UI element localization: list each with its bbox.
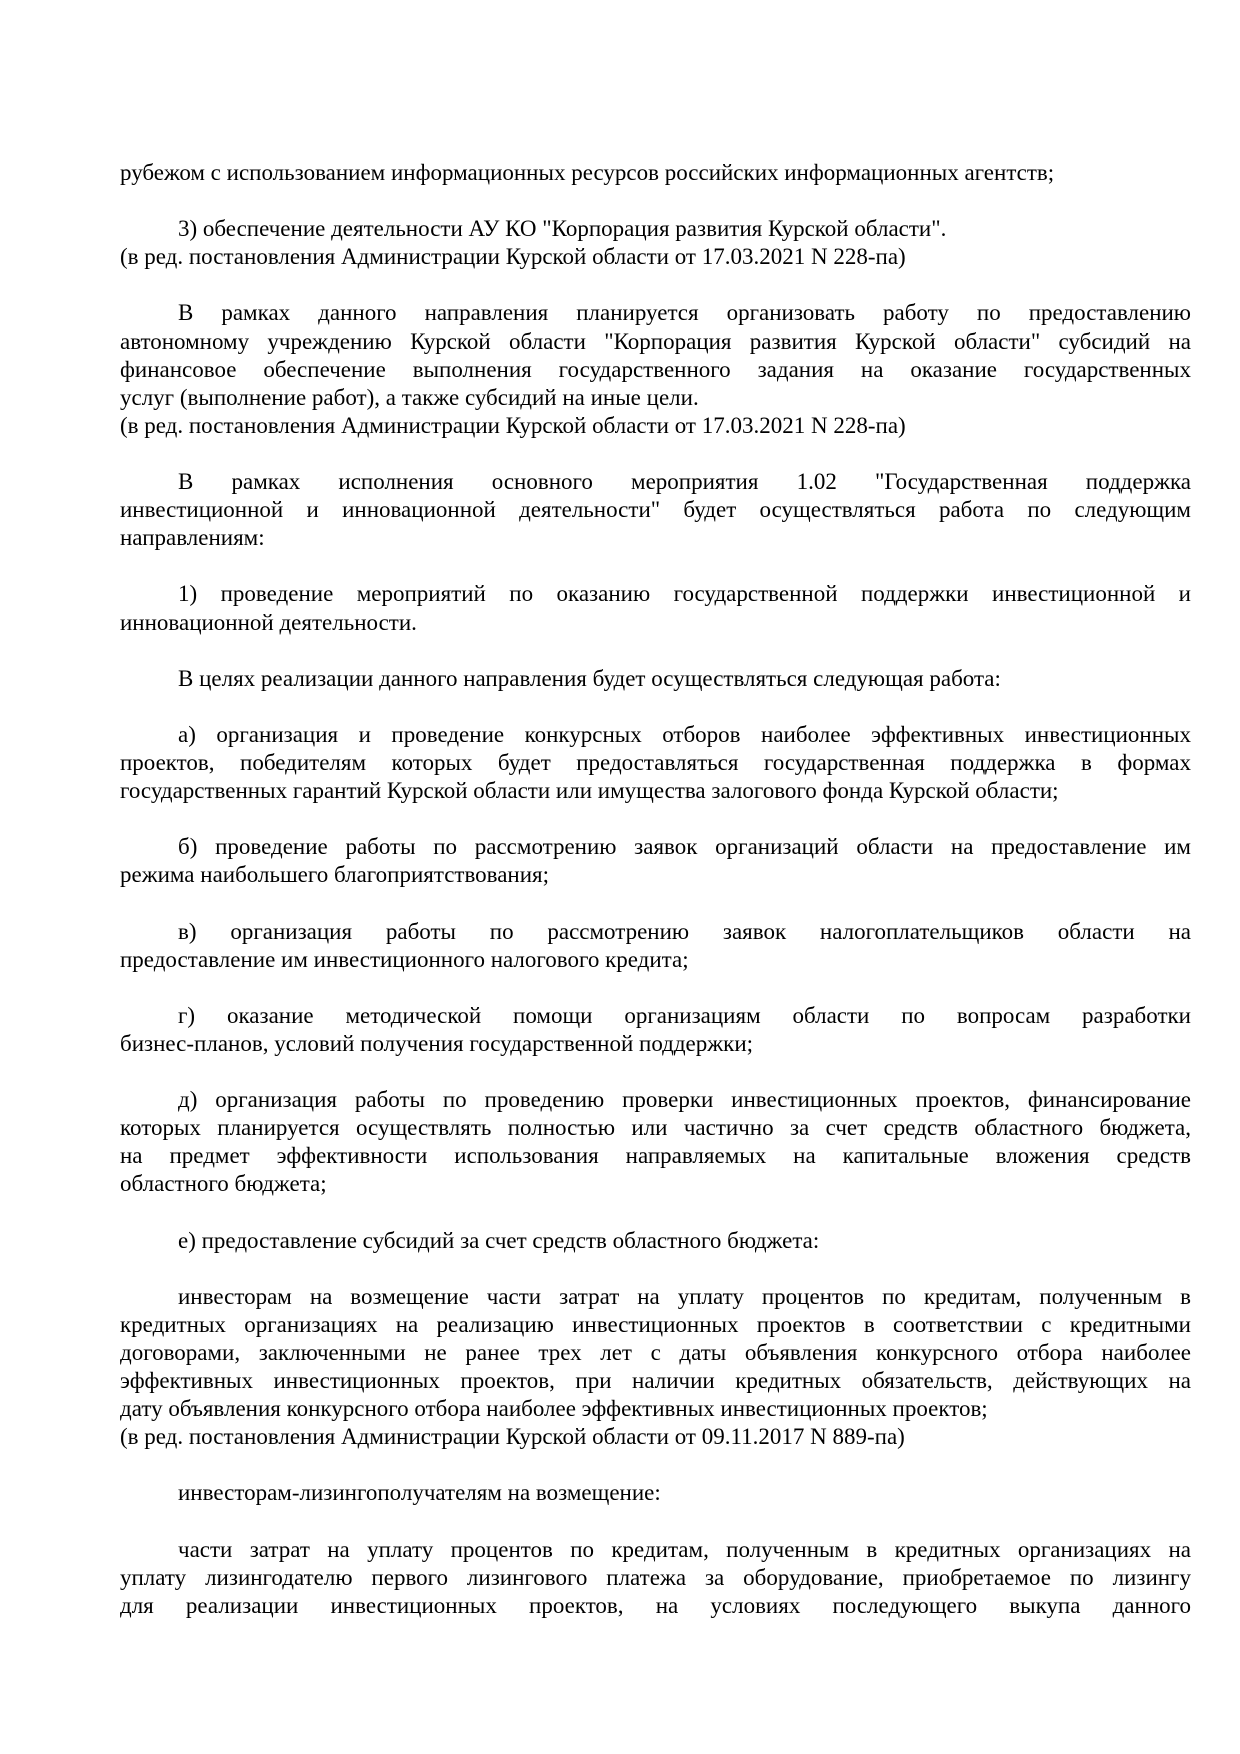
paragraph	[120, 580, 1191, 636]
text-line: услуг (выполнение работ), а также субсидий на иные цели.	[120, 384, 699, 410]
paragraph	[120, 1227, 1191, 1255]
amendment-note	[120, 412, 1191, 440]
text-line: в) организация работы по рассмотрению заявок налогоплательщиков области на	[178, 918, 1191, 944]
text-line: инвестиционной и инновационной деятельности" будет осуществляться работа по следующим	[120, 497, 1191, 523]
amendment-note	[120, 1423, 1191, 1451]
amendment-note	[120, 243, 1191, 271]
text-line: б) проведение работы по рассмотрению заявок организаций области на предоставление им	[178, 834, 1191, 860]
document-page	[120, 159, 1191, 1648]
text-line: г) оказание методической помощи организациям области по вопросам разработки	[178, 1002, 1191, 1028]
text-line: инвесторам на возмещение части затрат на уплату процентов по кредитам, полученным в	[178, 1283, 1191, 1309]
text-line: кредитных организациях на реализацию инвестиционных проектов в соответствии с кредитными	[120, 1311, 1191, 1337]
text-line: В целях реализации данного направления будет осуществляться следующая работа:	[178, 665, 1001, 691]
text-line: финансовое обеспечение выполнения государственного задания на оказание государственных	[120, 356, 1191, 382]
text-line: эффективных инвестиционных проектов, при наличии кредитных обязательств, действующих на	[120, 1368, 1191, 1394]
text-line: предоставление им инвестиционного налогового кредита;	[120, 946, 689, 972]
text-line: на предмет эффективности использования направляемых на капитальные вложения средств	[120, 1143, 1191, 1169]
text-line: дату объявления конкурсного отбора наиболее эффективных инвестиционных проектов;	[120, 1396, 988, 1422]
text-line: автономному учреждению Курской области "Корпорация развития Курской области" субсидий на	[120, 328, 1191, 354]
text-line: В рамках данного направления планируется организовать работу по предоставлению	[178, 300, 1191, 326]
text-line: В рамках исполнения основного мероприятия 1.02 "Государственная поддержка	[178, 469, 1191, 495]
text-line: государственных гарантий Курской области или имущества залогового фонда Курской области;	[120, 778, 1059, 804]
text-line: инвесторам-лизингополучателям на возмещение:	[178, 1480, 661, 1506]
text-line: направлениям:	[120, 525, 265, 551]
paragraph	[120, 665, 1191, 693]
paragraph	[120, 1536, 1191, 1620]
text-line: инновационной деятельности.	[120, 609, 417, 635]
text-line: уплату лизингодателю первого лизингового платежа за оборудование, приобретаемое по лизингу	[120, 1564, 1191, 1590]
text-line: 1) проведение мероприятий по оказанию государственной поддержки инвестиционной и	[178, 581, 1191, 607]
text-line: проектов, победителям которых будет предоставляться государственная поддержка в формах	[120, 749, 1191, 775]
text-line: (в ред. постановления Администрации Курской области от 09.11.2017 N 889-па)	[120, 1424, 905, 1450]
paragraph	[120, 721, 1191, 805]
paragraph	[120, 1479, 1191, 1507]
text-line: части затрат на уплату процентов по кредитам, полученным в кредитных организациях на	[178, 1536, 1191, 1562]
paragraph	[120, 833, 1191, 889]
text-line: 3) обеспечение деятельности АУ КО "Корпорация развития Курской области".	[178, 216, 947, 242]
text-line: режима наибольшего благоприятствования;	[120, 862, 550, 888]
text-line: бизнес-планов, условий получения государственной поддержки;	[120, 1030, 754, 1056]
paragraph	[120, 918, 1191, 974]
text-line: е) предоставление субсидий за счет средств областного бюджета:	[178, 1227, 820, 1253]
text-line: для реализации инвестиционных проектов, на условиях последующего выкупа данного	[120, 1592, 1191, 1618]
text-line: областного бюджета;	[120, 1171, 327, 1197]
text-line: рубежом с использованием информационных ресурсов российских информационных агентств;	[120, 160, 1055, 185]
paragraph	[120, 299, 1191, 411]
paragraph	[120, 159, 1191, 187]
text-line: а) организация и проведение конкурсных отборов наиболее эффективных инвестиционных	[178, 721, 1191, 747]
text-line: которых планируется осуществлять полностью или частично за счет средств областного бюджета,	[120, 1115, 1191, 1141]
paragraph	[120, 215, 1191, 243]
paragraph	[120, 1002, 1191, 1058]
paragraph	[120, 468, 1191, 552]
text-line: (в ред. постановления Администрации Курской области от 17.03.2021 N 228-па)	[120, 412, 906, 438]
text-line: д) организация работы по проведению проверки инвестиционных проектов, финансирование	[178, 1087, 1191, 1113]
paragraph	[120, 1283, 1191, 1423]
text-line: договорами, заключенными не ранее трех лет с даты объявления конкурсного отбора наиболее	[120, 1339, 1191, 1365]
paragraph	[120, 1086, 1191, 1198]
text-line: (в ред. постановления Администрации Курской области от 17.03.2021 N 228-па)	[120, 244, 906, 270]
